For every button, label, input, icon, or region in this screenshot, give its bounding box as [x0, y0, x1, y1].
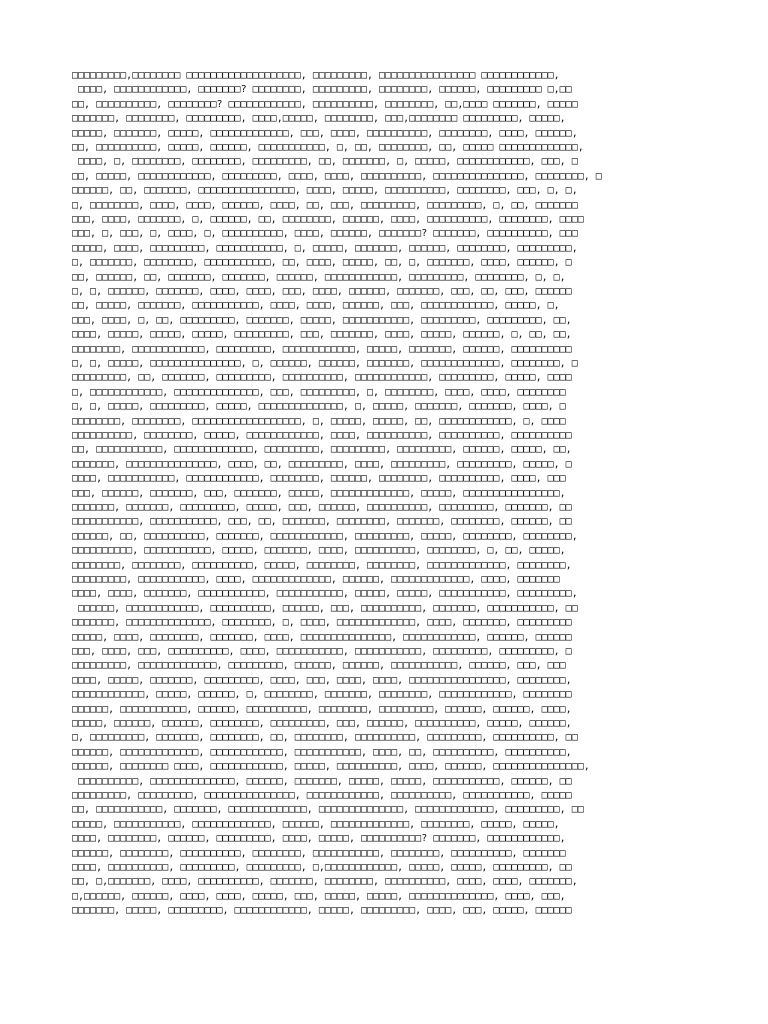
text-line: □□, □□□□□□□□□□, □□□□□, □□□□□□, □□□□□□□□□□□, □, □□, □□□□□□□□, □□, □□□□□ □□□□□□□□□□□□□,: [72, 142, 584, 153]
text-line: □□, □□□□□□□□□□□, □□□□□□□, □□□□□□□□□□□□□, □□□□□□□□□□□□□□, □□□□□□□□□□□□□, □□□□□□□□□, □□: [72, 804, 584, 816]
text-line: □□□□□□, □□, □□□□□□□□□□, □□□□□□□, □□□□□□□□□□□□, □□□□□□□□□, □□□□□, □□□□□□□□, □□□□□□□□,: [72, 530, 578, 542]
text-line: □□□□□□, □□□□□□□□□□□, □□□□□□, □□□□□□□□□□, □□□□□□□□, □□□□□□□□□, □□□□□□, □□□□□□, □□□□,: [72, 703, 572, 715]
text-line: □, □, □□□□□, □□□□□□□□□□□□□□□, □, □□□□□□, □□□□□□, □□□□□□□, □□□□□□□□□□□□□, □□□□□□□□, □: [72, 358, 578, 369]
text-line: □□□□□, □□□□, □□□□□□□□, □□□□□□□, □□□□, □□□□□□□□□□□□□□□, □□□□□□□□□□□□, □□□□□□, □□□□□□: [72, 631, 572, 643]
text-line: □□□□, □□□□□□□□□□, □□□□□□□□□, □□□□□□□□□, □,□□□□□□□□□□□□, □□□□□, □□□□□, □□□□□□□□□, □□: [72, 862, 572, 873]
text-line: □□□□□□, □□□□□□□□ □□□□, □□□□□□□□□□□□, □□□□□, □□□□□□□□□□, □□□□, □□□□□□, □□□□□□□□□□□□□□□,: [72, 761, 590, 773]
text-line: □□□□□□□□□□□, □□□□□□□□□□□, □□□, □□, □□□□□□□, □□□□□□□□, □□□□□□□, □□□□□□□□, □□□□□□, □□: [72, 516, 572, 528]
text-line: □□□□□□□□□,□□□□□□□□ □□□□□□□□□□□□□□□□□□□, □□□□□□□□□, □□□□□□□□□□□□□□□□ □□□□□□□□□□□□,: [72, 70, 560, 81]
text-line: □□□□□□□□□, □□□□□□□□□□□, □□□□, □□□□□□□□□□□□□, □□□□□□, □□□□□□□□□□□□□, □□□□, □□□□□□□: [72, 574, 560, 585]
text-line: □□□□□□□□□, □□□□□□□□□□□□□, □□□□□□□□□, □□□□□□, □□□□□□, □□□□□□□□□□□, □□□□□□, □□□, □□□: [72, 660, 566, 672]
text-line: □□□□□, □□□□□□□, □□□□□, □□□□□□□□□□□□□, □□□, □□□□, □□□□□□□□□□, □□□□□□□□, □□□□, □□□□□□,: [72, 127, 578, 139]
text-line: □□□□□□□, □□□□□□□, □□□□□□□□□, □□□□□, □□□, □□□□□□, □□□□□□□□□□, □□□□□□□□□, □□□□□□□, □□: [72, 502, 572, 513]
text-line: □□□□, □□□□□□□□□□□, □□□□□□□□□□□□, □□□□□□□□, □□□□□□, □□□□□□□□, □□□□□□□□□□, □□□□, □□□: [72, 473, 566, 485]
text-line: □□□□□□□, □□□□□□□□□□□□□□, □□□□□□□□, □, □□□□, □□□□□□□□□□□□□, □□□□, □□□□□□□, □□□□□□□□□: [72, 617, 572, 629]
text-line: □□□□□□□□, □□□□□□□□□□□□, □□□□□□□□□, □□□□□□□□□□□□, □□□□□, □□□□□□□, □□□□□□, □□□□□□□□□□: [72, 343, 572, 355]
document-text-block: [72, 70, 712, 950]
text-line: □□□□□□, □□□□□□□□□□□□□, □□□□□□□□□□□□, □□□□□□□□□□□, □□□□, □□, □□□□□□□□□□, □□□□□□□□□□,: [72, 746, 572, 758]
text-line: □□, □□□□□□□□□□□, □□□□□□□□□□□□□, □□□□□□□□□, □□□□□□□□□, □□□□□□□□□, □□□□□□, □□□□□, □□,: [72, 444, 572, 456]
text-line: □□□, □□□□, □□□, □□□□□□□□□□, □□□□, □□□□□□□□□□□, □□□□□□□□□□□, □□□□□□□□□, □□□□□□□□□, □: [72, 646, 572, 657]
text-line: □, □□□□□□□□□, □□□□□□□, □□□□□□□□, □□, □□□□□□□□, □□□□□□□□□□, □□□□□□□□□, □□□□□□□□□□, □□: [72, 732, 578, 744]
text-line: □□□□□□, □□□□□□□□□□□□, □□□□□□□□□□, □□□□□□, □□□, □□□□□□□□□□, □□□□□□□, □□□□□□□□□□□, □□: [72, 602, 578, 614]
text-line: □□□□□□□, □□□□□□□□, □□□□□□□□□, □□□□,□□□□□, □□□□□□□□, □□□,□□□□□□□□ □□□□□□□□□, □□□□□,: [72, 113, 566, 125]
text-line: □□□□, □□□□□□□□□□□□, □□□□□□□? □□□□□□□□, □□□□□□□□□, □□□□□□□□, □□□□□□, □□□□□□□□□ □,□□: [72, 84, 572, 96]
text-line: □, □□□□□□□, □□□□□□□□, □□□□□□□□□□□, □□, □□□□, □□□□□, □□, □, □□□□□□□, □□□□, □□□□□□, □: [72, 257, 572, 269]
text-line: □□□□□□□□, □□□□□□□□, □□□□□□□□□□, □□□□□, □□□□□□□□, □□□□□□□□, □□□□□□□□□□□□□, □□□□□□□□,: [72, 559, 572, 571]
text-line: □□, □□□□□, □□□□□□□□□□□□, □□□□□□□□□, □□□□, □□□□, □□□□□□□□□□, □□□□□□□□□□□□□□□, □□□□□□□□, □: [72, 170, 602, 182]
text-line: □, □, □□□□□□, □□□□□□□, □□□□, □□□□, □□□, □□□□, □□□□□□, □□□□□□□, □□□, □□, □□□, □□□□□□: [72, 286, 572, 297]
text-line: □□□, □, □□□, □, □□□□, □, □□□□□□□□□□, □□□□, □□□□□□, □□□□□□□? □□□□□□□, □□□□□□□□□□, □□□: [72, 228, 578, 240]
text-line: □□□□□□□, □□□□□□□□□□□□□□□, □□□□, □□, □□□□□□□□□, □□□□, □□□□□□□□□, □□□□□□□□□, □□□□□, □: [72, 458, 572, 470]
text-line: □□□□, □□□□□, □□□□□□□, □□□□□□□□□, □□□□, □□□, □□□□, □□□□, □□□□□□□□□□□□□□□□, □□□□□□□□,: [72, 674, 572, 686]
text-line: □□□□□□□□□□, □□□□□□□□, □□□□□, □□□□□□□□□□□□, □□□□, □□□□□□□□□□, □□□□□□□□□□, □□□□□□□□□□: [72, 430, 572, 441]
text-line: □□, □□□□□, □□□□□□□, □□□□□□□□□□□, □□□□, □□□□, □□□□□□, □□□, □□□□□□□□□□□□, □□□□□, □,: [72, 300, 560, 312]
text-line: □□□□□□□□, □□□□□□□□, □□□□□□□□□□□□□□□□□□, □, □□□□□, □□□□□, □□, □□□□□□□□□□□□, □, □□□□: [72, 415, 566, 427]
text-line: □□□□, □□□□□□□□, □□□□□□, □□□□□□□□□, □□□□, □□□□□, □□□□□□□□□□? □□□□□□□, □□□□□□□□□□□□,: [72, 833, 566, 845]
text-line: □□□□□, □□□□□□, □□□□□□, □□□□□□□□, □□□□□□□□□, □□□, □□□□□□, □□□□□□□□□□, □□□□□, □□□□□□,: [72, 718, 572, 729]
text-line: □□□□□□, □□□□□□□□, □□□□□□□□□□, □□□□□□□□, □□□□□□□□□□□, □□□□□□□□, □□□□□□□□□□, □□□□□□□: [72, 847, 566, 859]
text-line: □□□□, □, □□□□□□□□, □□□□□□□□, □□□□□□□□□, □□, □□□□□□□, □, □□□□□, □□□□□□□□□□□□, □□□, □: [72, 156, 578, 168]
text-line: □□□□□□□□□, □□□□□□□□□, □□□□□□□□□□□□□□□, □□□□□□□□□□□□, □□□□□□□□□□, □□□□□□□□□□□, □□□□□: [72, 790, 572, 801]
text-line: □□□□□□, □□, □□□□□□□, □□□□□□□□□□□□□□□□, □□□□, □□□□□, □□□□□□□□□□, □□□□□□□□, □□□, □, □,: [72, 185, 578, 197]
text-line: □□□□□□□□□, □□, □□□□□□□, □□□□□□□□□, □□□□□□□□□□, □□□□□□□□□□□□, □□□□□□□□□, □□□□□, □□□□: [72, 372, 572, 384]
text-line: □, □□□□□□□□, □□□□, □□□□, □□□□□□, □□□□, □□, □□□, □□□□□□□□□, □□□□□□□□□, □, □□, □□□□□□□: [72, 199, 578, 211]
text-line: □□□, □□□□, □□□□□□□, □, □□□□□□, □□, □□□□□□□□, □□□□□□, □□□□, □□□□□□□□□□, □□□□□□□□, □□□□: [72, 214, 584, 225]
text-line: □□□, □□□□□□, □□□□□□□, □□□, □□□□□□□, □□□□□, □□□□□□□□□□□□□, □□□□□, □□□□□□□□□□□□□□□□,: [72, 487, 566, 499]
text-line: □□□, □□□□, □, □□, □□□□□□□□□, □□□□□□□, □□□□□, □□□□□□□□□□□, □□□□□□□□□, □□□□□□□□□, □□,: [72, 314, 572, 326]
text-line: □□, □□□□□□□□□□, □□□□□□□□? □□□□□□□□□□□□, □□□□□□□□□□, □□□□□□□□, □□,□□□□ □□□□□□□, □□□□□: [72, 98, 578, 110]
text-line: □□□□□□□□□□□□, □□□□□, □□□□□□, □, □□□□□□□□, □□□□□□□, □□□□□□□□, □□□□□□□□□□□□, □□□□□□□□: [72, 689, 572, 701]
text-line: □□□□□□□, □□□□□, □□□□□□□□□, □□□□□□□□□□□□, □□□□□, □□□□□□□□□, □□□□, □□□, □□□□□, □□□□□□: [72, 905, 572, 917]
text-line: □□□□, □□□□□, □□□□□, □□□□□, □□□□□□□□□, □□□, □□□□□□□, □□□□, □□□□□, □□□□□□, □, □□, □□,: [72, 329, 572, 341]
text-line: □□□□□, □□□□□□□□□□□, □□□□□□□□□□□□□, □□□□□□, □□□□□□□□□□□□□, □□□□□□□□, □□□□□, □□□□□,: [72, 818, 560, 830]
text-line: □, □□□□□□□□□□□□, □□□□□□□□□□□□□□, □□□, □□□□□□□□□, □, □□□□□□□□, □□□□, □□□□, □□□□□□□□: [72, 386, 566, 398]
text-line: □□□□□□□□□□, □□□□□□□□□□□□□□, □□□□□□, □□□□□□□, □□□□□, □□□□□, □□□□□□□□□□□, □□□□□□, □□: [72, 775, 572, 787]
text-line: □□□□□□□□□□, □□□□□□□□□□□, □□□□□, □□□□□□□, □□□□, □□□□□□□□□□, □□□□□□□□, □, □□, □□□□□,: [72, 545, 566, 557]
text-line: □, □, □□□□□, □□□□□□□□□, □□□□□, □□□□□□□□□□□□□□, □, □□□□□, □□□□□□□, □□□□□□□, □□□□, □: [72, 401, 566, 413]
text-line: □□□□□, □□□□, □□□□□□□□□, □□□□□□□□□□□, □, □□□□□, □□□□□□□, □□□□□□, □□□□□□□□, □□□□□□□□□,: [72, 242, 578, 254]
text-line: □,□□□□□□, □□□□□□, □□□□, □□□□, □□□□□, □□□, □□□□□, □□□□□, □□□□□□□□□□□□□□, □□□□, □□□,: [72, 890, 566, 902]
text-line: □□, □□□□□□, □□, □□□□□□□, □□□□□□□, □□□□□□, □□□□□□□□□□□□, □□□□□□□□□, □□□□□□□□, □, □,: [72, 271, 566, 283]
text-line: □□, □,□□□□□□□, □□□□, □□□□□□□□□□, □□□□□□□, □□□□□□□□, □□□□□□□□□□, □□□□, □□□□, □□□□□□□,: [72, 876, 578, 888]
text-line: □□□□, □□□□, □□□□□□□, □□□□□□□□□□□, □□□□□□□□□□□, □□□□□, □□□□□, □□□□□□□□□□□, □□□□□□□□□,: [72, 588, 578, 600]
